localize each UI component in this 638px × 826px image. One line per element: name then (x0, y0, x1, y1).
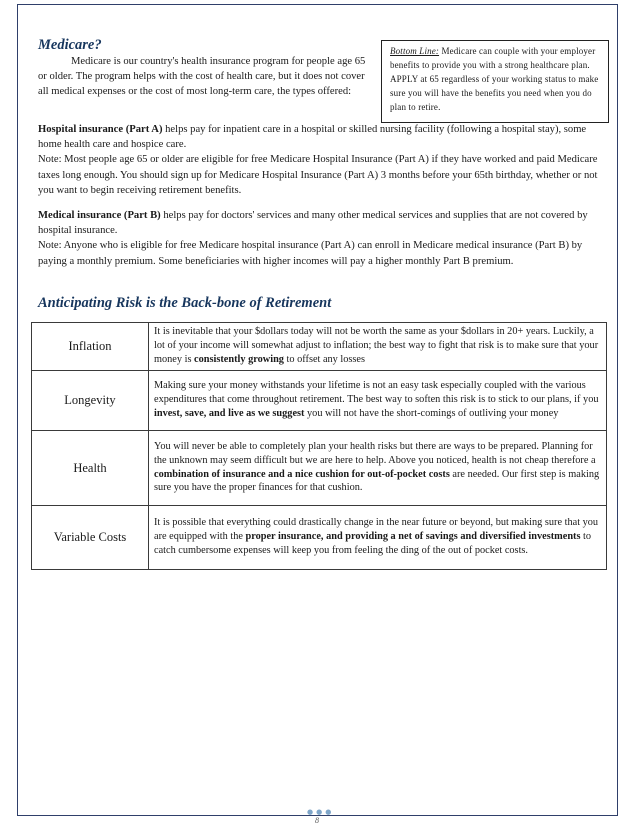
part-a-heading: Hospital insurance (Part A) (38, 124, 163, 135)
table-row (32, 506, 607, 570)
medicare-heading: Medicare? (38, 37, 102, 53)
footer-dots: ●●● (307, 808, 335, 816)
callout-text: Medicare can couple with your employer benefits to provide you with a strong healthcare plan. APPLY at 65 regardless of your working status to make sure you will have the benefits you need when you do plan to retire. (390, 46, 599, 112)
part-b-paragraph (38, 208, 606, 238)
medicare-intro-text: Medicare is our country's health insurance program for people age 65 or older. The program helps with the cost of health care, but it does not cover all medical expenses or the cost of most long-term care, the types offered: (38, 56, 366, 97)
table-row (32, 431, 607, 506)
table-row (32, 323, 607, 371)
medicare-intro (38, 54, 368, 99)
risk-heading: Anticipating Risk is the Back-bone of Retirement (38, 295, 332, 311)
part-b-heading: Medical insurance (Part B) (38, 210, 161, 222)
risk-description: You will never be able to completely plan your health risks but there are ways to be prepared. Planning for the unknown may seem difficult but we are here to help. Above you noticed, health is not cheap therefore a combination of insurance and a nice cushion for out-of-pocket costs are needed. Our first step is making sure you have the proper finances for that cushion. (149, 431, 607, 506)
risk-category: Health (32, 431, 149, 506)
table-row (32, 371, 607, 431)
bottom-line-callout (381, 40, 609, 123)
part-a-text: helps pay for inpatient care in a hospital or skilled nursing facility (following a hospital stay), some home health care and hospice care. (38, 124, 587, 151)
risk-description: It is possible that everything could drastically change in the near future or beyond, but making sure that you are equipped with the proper insurance, and providing a net of savings and diversified investments to catch cumbersome expenses will keep you from feeling the ding of the out of pocket costs. (149, 506, 607, 570)
risk-description: It is inevitable that your $dollars today will not be worth the same as your $dollars in 20+ years. Luckily, a lot of your income will somewhat adjust to inflation; the best way to fight that risk is to make sure that your money is consistently growing to offset any losses (149, 323, 607, 371)
risk-category: Inflation (32, 323, 149, 371)
risk-category: Longevity (32, 371, 149, 431)
callout-label: Bottom Line: (390, 46, 440, 56)
part-a-note: Note: Most people age 65 or older are eligible for free Medicare Hospital Insurance (Part A) if they have worked and paid Medicare taxes long enough. You should sign up for Medicare Hospital Insurance (Part A) 3 months before your 65th birthday, whether or not you want to begin receiving retirement benefits. (38, 154, 598, 196)
risk-table (31, 322, 607, 570)
part-b-note: Note: Anyone who is eligible for free Medicare hospital insurance (Part A) can enroll in Medicare medical insurance (Part B) by paying a monthly premium. Some beneficiaries with higher incomes will pay a higher monthly Part B premium. (38, 240, 583, 267)
risk-category: Variable Costs (32, 506, 149, 570)
risk-description: Making sure your money withstands your lifetime is not an easy task especially coupled with the various expenditures that come throughout retirement. The best way to soften this risk is to stick to our plans, if you invest, save, and live as we suggest you will not have the short-comings of outliving your money (149, 371, 607, 431)
medicare-parts (38, 122, 606, 269)
page-number: 8 (315, 816, 319, 825)
part-a-paragraph (38, 122, 606, 152)
part-b-text: helps pay for doctors' services and many other medical services and supplies that are not covered by hospital insurance. (38, 210, 588, 237)
